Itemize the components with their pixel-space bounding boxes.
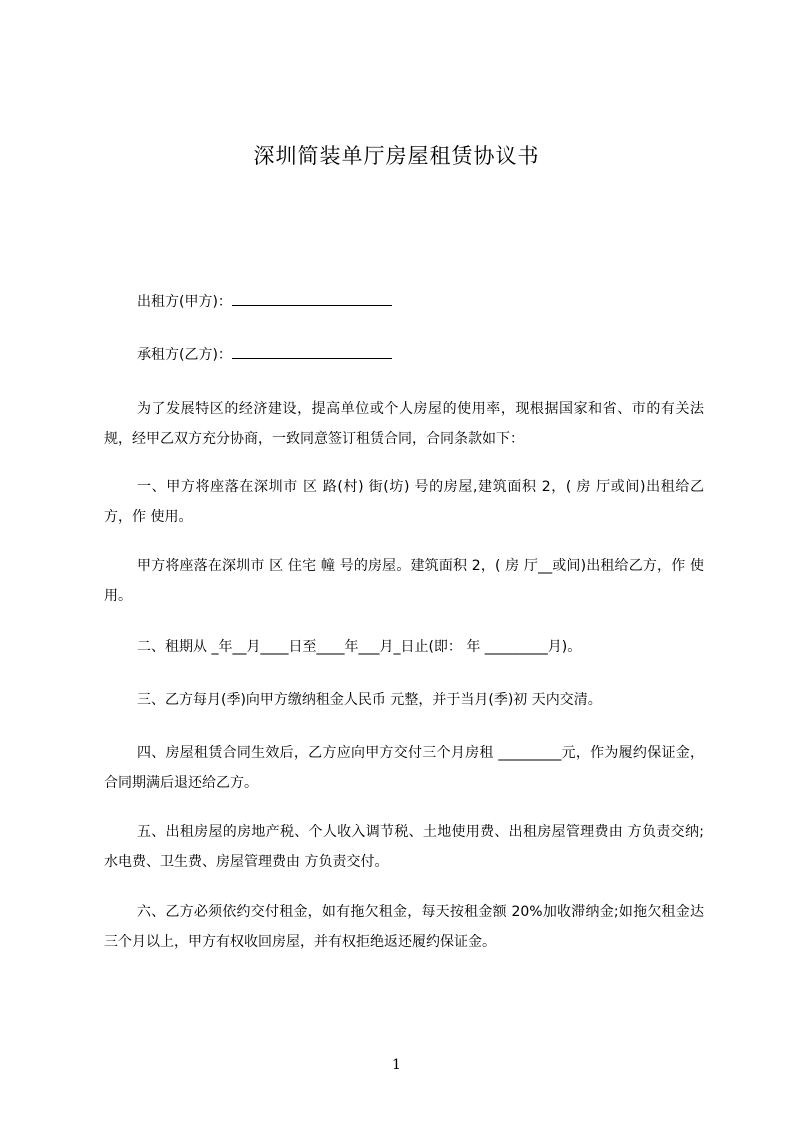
paragraph-clause-2: 二、租期从 _年__月____日至____年___月_日止(即： 年 _________月)。: [137, 639, 582, 655]
paragraph-clause-5: 五、出租房屋的房地产税、个人收入调节税、土地使用费、出租房屋管理费由 方负责交纳;水电费、卫生费、房屋管理费由 方负责交付。: [104, 824, 704, 870]
paragraph-clause-1-alt: 甲方将座落在深圳市 区 住宅 幢 号的房屋。建筑面积 2，( 房 厅__或间)出租给乙方，作 使用。: [104, 558, 704, 604]
landlord-label: 出租方(甲方)：: [137, 294, 232, 310]
paragraph-clause-6: 六、乙方必须依约交付租金，如有拖欠租金，每天按租金额 20%加收滞纳金;如拖欠租金达三个月以上，甲方有权收回房屋，并有权拒绝返还履约保证金。: [104, 904, 704, 950]
landlord-blank: [232, 291, 392, 306]
landlord-line: [137, 291, 392, 312]
tenant-label: 承租方(乙方)：: [137, 347, 232, 363]
tenant-line: [137, 344, 392, 365]
paragraph-clause-4: 四、房屋租赁合同生效后，乙方应向甲方交付三个月房租 _________元，作为履约保证金，合同期满后退还给乙方。: [104, 745, 704, 791]
page-number: 1: [392, 1057, 401, 1073]
document-title: 深圳简装单厅房屋租赁协议书: [253, 144, 540, 168]
paragraph-preamble: 为了发展特区的经济建设，提高单位或个人房屋的使用率，现根据国家和省、市的有关法规，经甲乙双方充分协商，一致同意签订租赁合同，合同条款如下：: [104, 401, 704, 447]
paragraph-clause-1: 一、甲方将座落在深圳市 区 路(村) 街(坊) 号的房屋,建筑面积 2，( 房 厅或间)出租给乙方，作 使用。: [104, 479, 704, 525]
tenant-blank: [232, 344, 392, 359]
paragraph-clause-3: 三、乙方每月(季)向甲方缴纳租金人民币 元整，并于当月(季)初 天内交清。: [137, 692, 602, 708]
